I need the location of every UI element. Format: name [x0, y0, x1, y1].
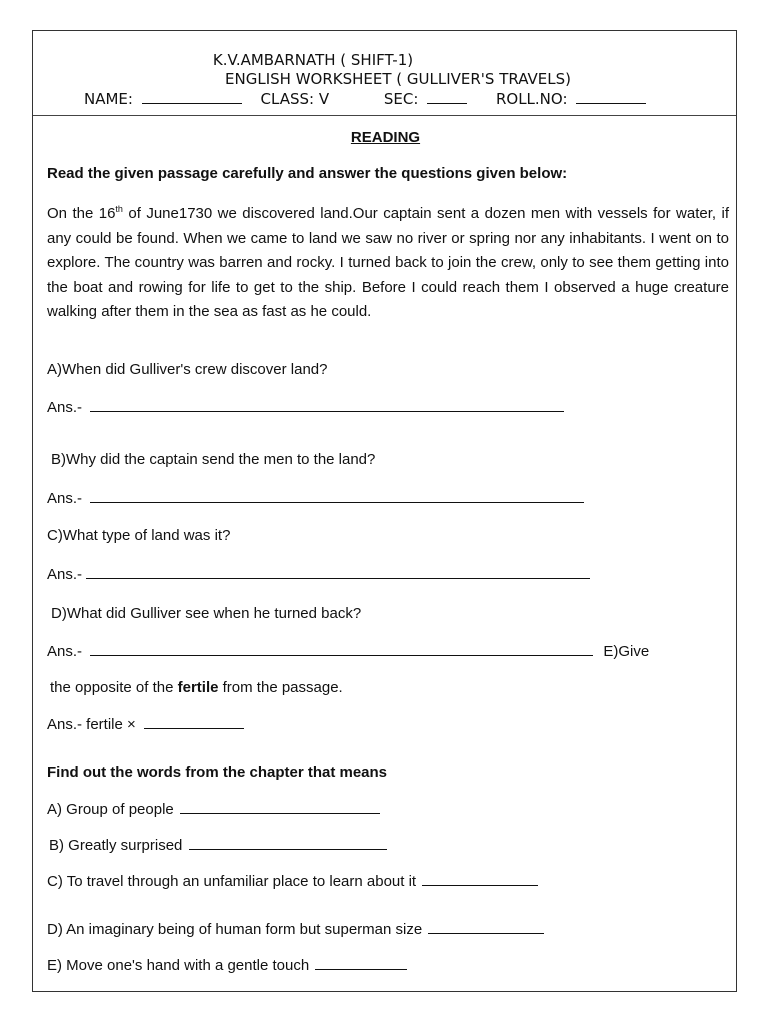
vocab-e-blank[interactable]	[315, 957, 407, 970]
name-blank[interactable]	[142, 91, 242, 104]
question-e	[50, 679, 343, 696]
answer-a-label: Ans.-	[47, 399, 83, 416]
vocab-b-blank[interactable]	[189, 837, 387, 850]
sec-blank[interactable]	[427, 91, 467, 104]
answer-b-blank[interactable]	[90, 490, 584, 503]
answer-c-label: Ans.-	[47, 566, 83, 583]
school-title: K.V.AMBARNATH ( SHIFT-1)	[212, 51, 414, 69]
vocab-c-text: C) To travel through an unfamiliar place to learn about it	[47, 873, 417, 890]
answer-e-label: Ans.- fertile ×	[47, 716, 136, 733]
vocab-b-text: B) Greatly surprised	[49, 837, 183, 854]
answer-d-blank[interactable]	[90, 643, 593, 656]
vocab-d-text: D) An imaginary being of human form but superman size	[47, 921, 423, 938]
passage	[47, 202, 729, 325]
vocab-e-text: E) Move one's hand with a gentle touch	[47, 957, 310, 974]
vocab-c	[47, 873, 538, 890]
question-c: C)What type of land was it?	[47, 527, 231, 544]
instruction: Read the given passage carefully and answer the questions given below:	[47, 165, 568, 182]
worksheet-title: ENGLISH WORKSHEET ( GULLIVER'S TRAVELS)	[225, 70, 571, 88]
worksheet-page	[32, 30, 737, 992]
question-d: D)What did Gulliver see when he turned back?	[51, 605, 362, 622]
passage-lead: On the 16	[47, 205, 116, 222]
vocab-d-blank[interactable]	[428, 921, 544, 934]
answer-a-line	[47, 399, 564, 416]
section-title: READING	[350, 129, 421, 146]
question-e-pre: the opposite of the	[50, 679, 178, 696]
vocab-d	[47, 921, 544, 938]
answer-c-line	[47, 566, 590, 583]
question-b: B)Why did the captain send the men to the land?	[51, 451, 376, 468]
answer-b-label: Ans.-	[47, 490, 83, 507]
name-label: NAME:	[84, 90, 133, 108]
answer-e-blank[interactable]	[144, 716, 244, 729]
question-a: A)When did Gulliver's crew discover land?	[47, 361, 328, 378]
question-e-keyword: fertile	[177, 679, 219, 696]
class-label: CLASS: V	[260, 90, 330, 108]
vocab-a	[47, 801, 380, 818]
vocab-a-text: A) Group of people	[47, 801, 174, 818]
question-e-post: from the passage.	[218, 679, 343, 696]
question-e-tail: E)Give	[603, 643, 650, 660]
vocab-e	[47, 957, 407, 974]
header-divider	[33, 115, 736, 116]
answer-a-blank[interactable]	[90, 399, 564, 412]
answer-c-blank[interactable]	[86, 566, 590, 579]
vocab-heading: Find out the words from the chapter that means	[47, 764, 388, 781]
vocab-a-blank[interactable]	[180, 801, 380, 814]
vocab-b	[49, 837, 387, 854]
vocab-c-blank[interactable]	[422, 873, 538, 886]
answer-d-line	[47, 643, 649, 660]
passage-body: of June1730 we discovered land.Our captain sent a dozen men with vessels for water, if any could be found. When we came to land we saw no river or spring nor any inhabitants. I went on to explore. The country was barren and rocky. I turned back to join the crew, only to see them getting into the boat and rowing for life to get to the ship. Before I could reach them I observed a huge creature walking after them in the sea as fast as he could.	[47, 205, 729, 320]
answer-e-line	[47, 716, 244, 733]
passage-sup: th	[115, 204, 123, 214]
sec-label: SEC:	[383, 90, 419, 108]
roll-label: ROLL.NO:	[495, 90, 568, 108]
answer-d-label: Ans.-	[47, 643, 83, 660]
student-info-line	[33, 91, 728, 107]
roll-blank[interactable]	[576, 91, 646, 104]
answer-b-line	[47, 490, 584, 507]
